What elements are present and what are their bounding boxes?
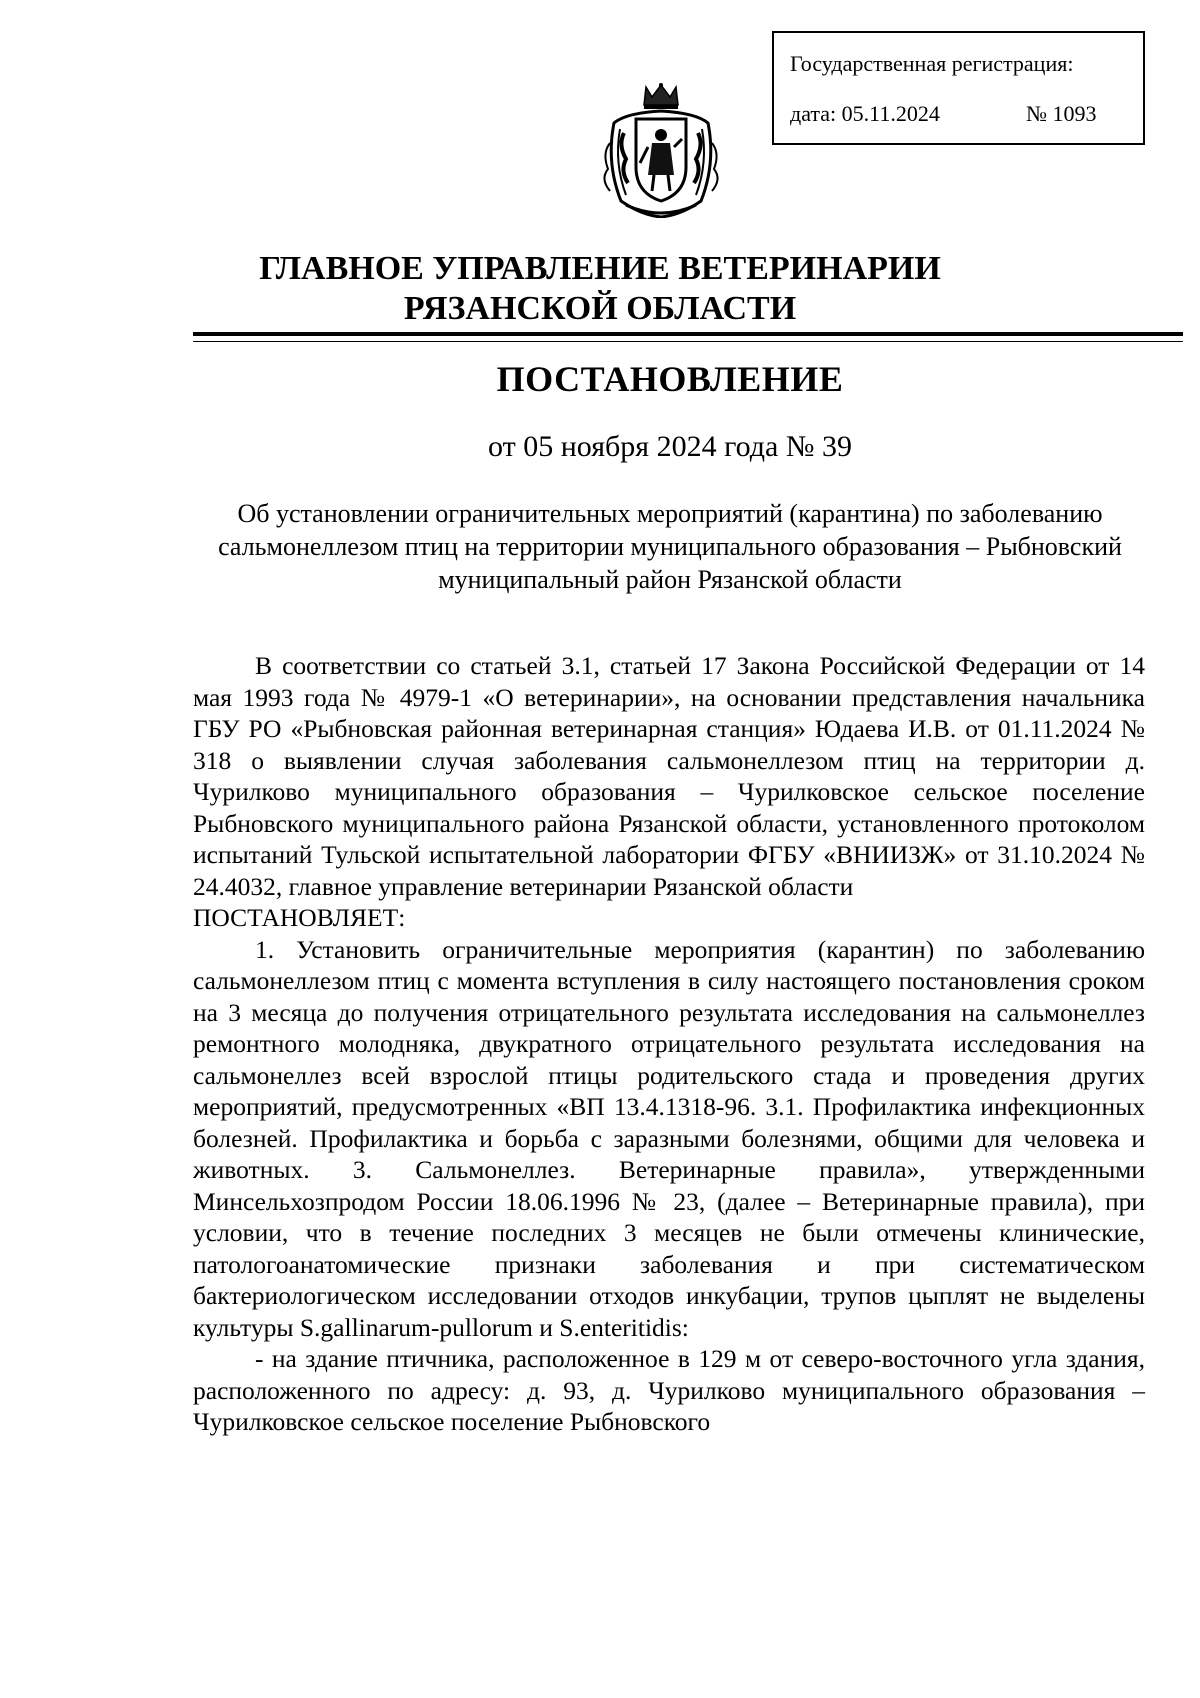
document-body: [193, 650, 1145, 1438]
registration-stamp: [772, 31, 1145, 145]
bullet-1-paragraph: - на здание птичника, расположенное в 129 м от северо-восточного угла здания, расположенного по адресу: д. 93, д. Чурилково муниципального образования – Чурилковское сельское поселение Рыбновского: [193, 1344, 1145, 1436]
resolves-heading: ПОСТАНОВЛЯЕТ:: [193, 903, 406, 932]
document-subject: Об установлении ограничительных мероприятий (карантина) по заболеванию сальмонеллезом птиц на территории муниципального образования – Рыбновский муниципальный район Рязанской области: [218, 499, 1122, 594]
organization-name-line-1: ГЛАВНОЕ УПРАВЛЕНИЕ ВЕТЕРИНАРИИ: [259, 250, 941, 287]
registration-title: Государственная регистрация:: [790, 51, 1074, 76]
document-date-number: от 05 ноября 2024 года № 39: [488, 430, 852, 463]
ryazan-coat-of-arms-icon: [596, 83, 726, 218]
header-divider-thick: [193, 332, 1183, 336]
item-1-paragraph: 1. Установить ограничительные мероприятия (карантин) по заболеванию сальмонеллезом птиц с момента вступления в силу настоящего постановления сроком на 3 месяца до получения отрицательного результата исследования на сальмонеллез ремонтного молодняка, двукратного отрицательного результата исследования на сальмонеллез всей взрослой птицы родительского стада и проведения других мероприятий, предусмотренных «ВП 13.4.1318-96. 3.1. Профилактика инфекционных болезней. Профилактика и борьба с заразными болезнями, общими для человека и животных. 3. Сальмонеллез. Ветеринарные правила», утвержденными Минсельхозпродом России 18.06.1996 № 23, (далее – Ветеринарные правила), при условии, что в течение последних 3 месяцев не были отмечены клинические, патологоанатомические признаки заболевания и при систематическом бактериологическом исследовании отходов инкубации, трупов цыплят не выделены культуры S.gallinarum-pullorum и S.enteritidis:: [193, 934, 1145, 1342]
organization-name-line-2: РЯЗАНСКОЙ ОБЛАСТИ: [403, 290, 797, 327]
registration-number: № 1093: [1026, 101, 1097, 126]
document-type-title: ПОСТАНОВЛЕНИЕ: [496, 359, 844, 399]
header-divider-thin: [193, 341, 1183, 342]
registration-date: дата: 05.11.2024: [790, 101, 940, 126]
preamble-paragraph: В соответствии со статьей 3.1, статьей 17 Закона Российской Федерации от 14 мая 1993 года № 4979-1 «О ветеринарии», на основании представления начальника ГБУ РО «Рыбновская районная ветеринарная станция» Юдаева И.В. от 01.11.2024 № 318 о выявлении случая заболевания сальмонеллезом птиц на территории д. Чурилково муниципального образования – Чурилковское сельское поселение Рыбновского муниципального района Рязанской области, установленного протоколом испытаний Тульской испытательной лаборатории ФГБУ «ВНИИЗЖ» от 31.10.2024 № 24.4032, главное управление ветеринарии Рязанской области: [193, 651, 1145, 901]
